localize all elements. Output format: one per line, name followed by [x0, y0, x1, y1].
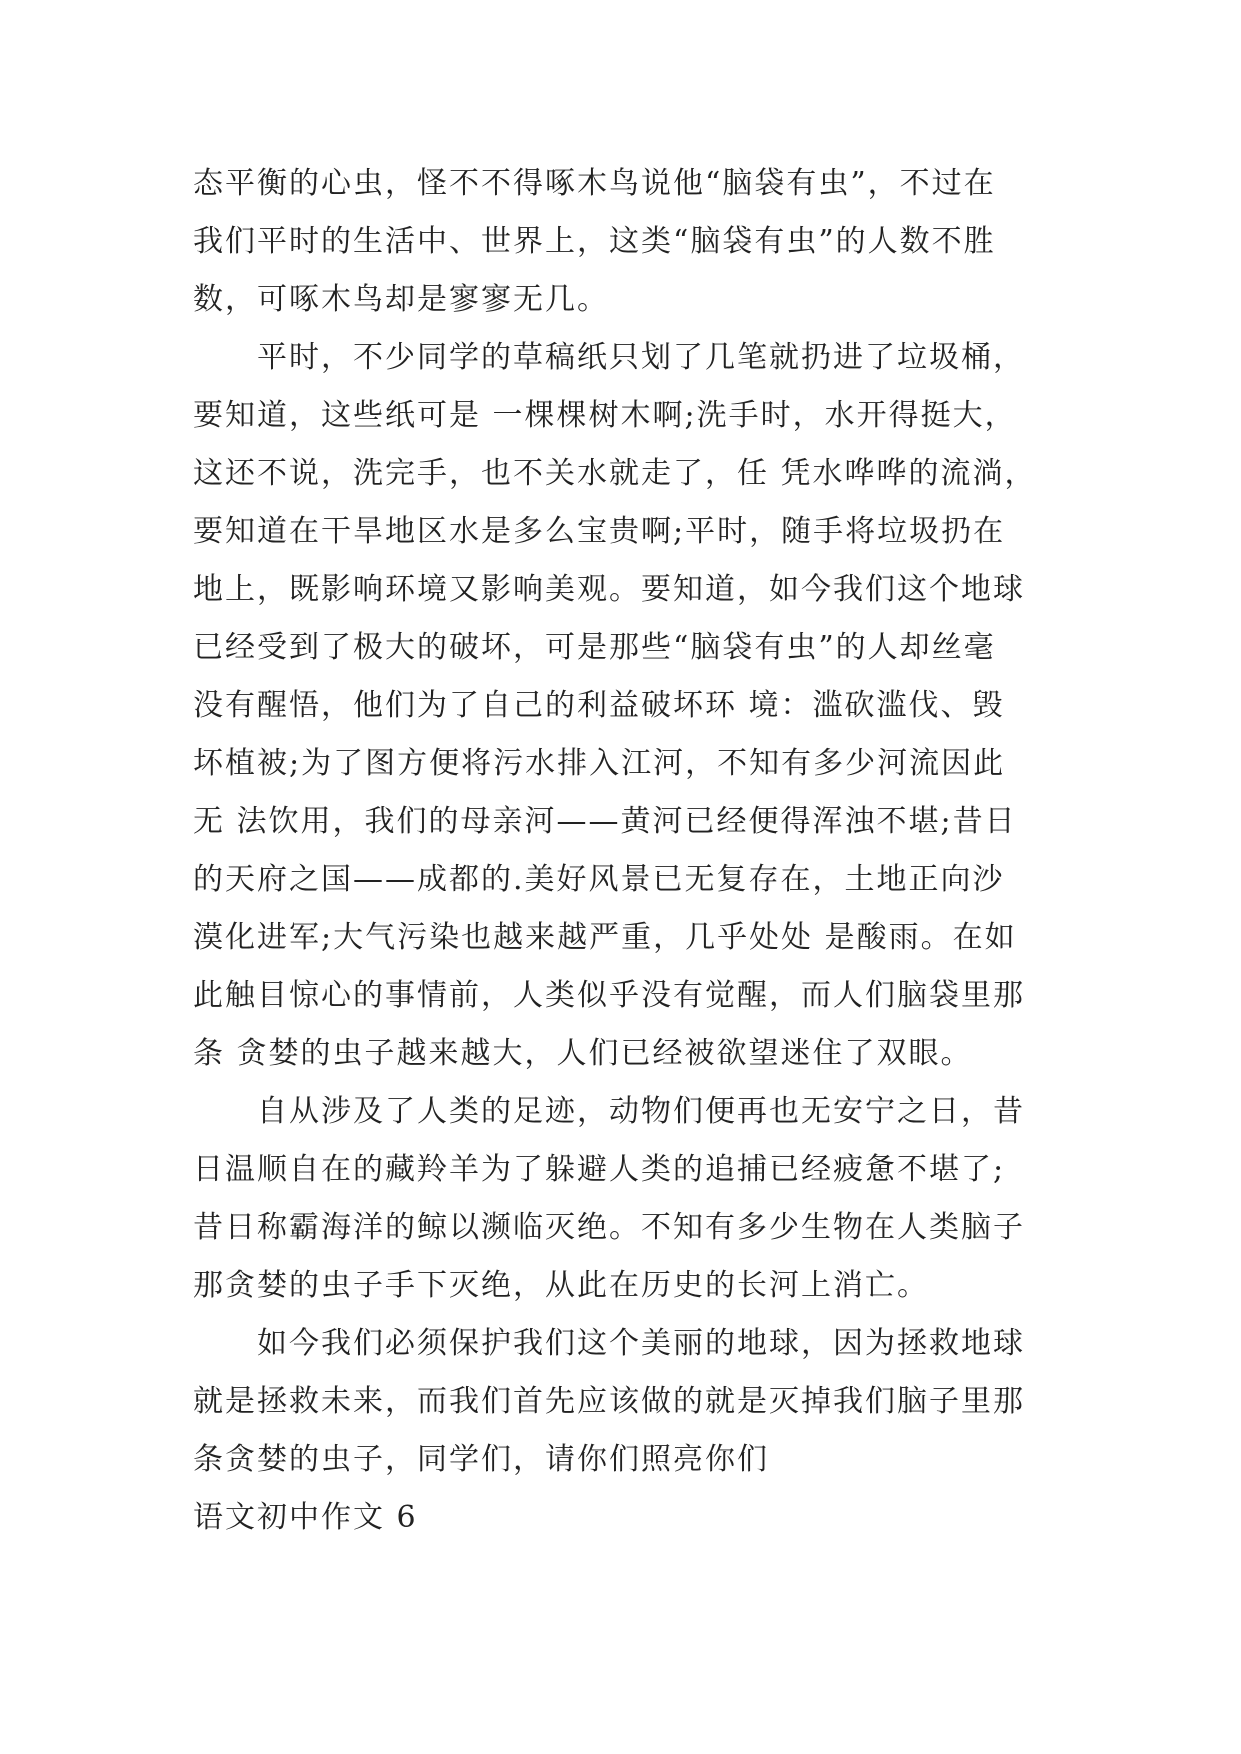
text-line: 要知道在干旱地区水是多么宝贵啊;平时，随手将垃圾扔在 — [193, 514, 1006, 549]
text-line: 此触目惊心的事情前，人类似乎没有觉醒，而人们脑袋里那 — [193, 978, 1025, 1013]
paragraph-1 — [193, 155, 1063, 329]
text-line: 地上，既影响环境又影响美观。要知道，如今我们这个地球 — [193, 572, 1025, 607]
text-line: 平时，不少同学的草稿纸只划了几笔就扔进了垃圾桶， — [257, 340, 1025, 375]
text-line: 自从涉及了人类的足迹，动物们便再也无安宁之日，昔 — [257, 1094, 1025, 1129]
text-line: 坏植被;为了图方便将污水排入江河，不知有多少河流因此 — [193, 746, 1006, 781]
text-line: 的天府之国——成都的.美好风景已无复存在，土地正向沙 — [193, 862, 1005, 897]
text-line: 无 法饮用，我们的母亲河——黄河已经便得浑浊不堪;昔日 — [193, 804, 1017, 839]
text-line: 昔日称霸海洋的鲸以濒临灭绝。不知有多少生物在人类脑子 — [193, 1210, 1025, 1245]
text-line: 数，可啄木鸟却是寥寥无几。 — [193, 282, 609, 317]
text-line: 那贪婪的虫子手下灭绝，从此在历史的长河上消亡。 — [193, 1268, 929, 1303]
text-line: 这还不说，洗完手，也不关水就走了，任 凭水哗哗的流淌， — [193, 456, 1037, 491]
text-line: 条贪婪的虫子，同学们，请你们照亮你们 — [193, 1442, 769, 1477]
text-line: 要知道，这些纸可是 一棵棵树木啊;洗手时，水开得挺大， — [193, 398, 1017, 433]
paragraph-3 — [193, 1083, 1063, 1315]
text-line: 就是拯救未来，而我们首先应该做的就是灭掉我们脑子里那 — [193, 1384, 1025, 1419]
text-line: 我们平时的生活中、世界上，这类“脑袋有虫”的人数不胜 — [193, 224, 996, 259]
text-line: 已经受到了极大的破坏，可是那些“脑袋有虫”的人却丝毫 — [193, 630, 996, 665]
paragraph-4 — [193, 1315, 1063, 1489]
text-line: 日温顺自在的藏羚羊为了躲避人类的追捕已经疲惫不堪了; — [193, 1152, 1006, 1187]
essay-body — [193, 155, 1063, 1547]
text-line: 条 贪婪的虫子越来越大，人们已经被欲望迷住了双眼。 — [193, 1036, 973, 1071]
next-section-heading: 语文初中作文 6 — [193, 1500, 418, 1535]
paragraph-2 — [193, 329, 1063, 1083]
text-line: 如今我们必须保护我们这个美丽的地球，因为拯救地球 — [257, 1326, 1025, 1361]
text-line: 没有醒悟，他们为了自己的利益破坏环 境：滥砍滥伐、毁 — [193, 688, 1005, 723]
text-line: 漠化进军;大气污染也越来越严重，几乎处处 是酸雨。在如 — [193, 920, 1017, 955]
text-line: 态平衡的心虫，怪不不得啄木鸟说他“脑袋有虫”，不过在 — [193, 166, 996, 201]
